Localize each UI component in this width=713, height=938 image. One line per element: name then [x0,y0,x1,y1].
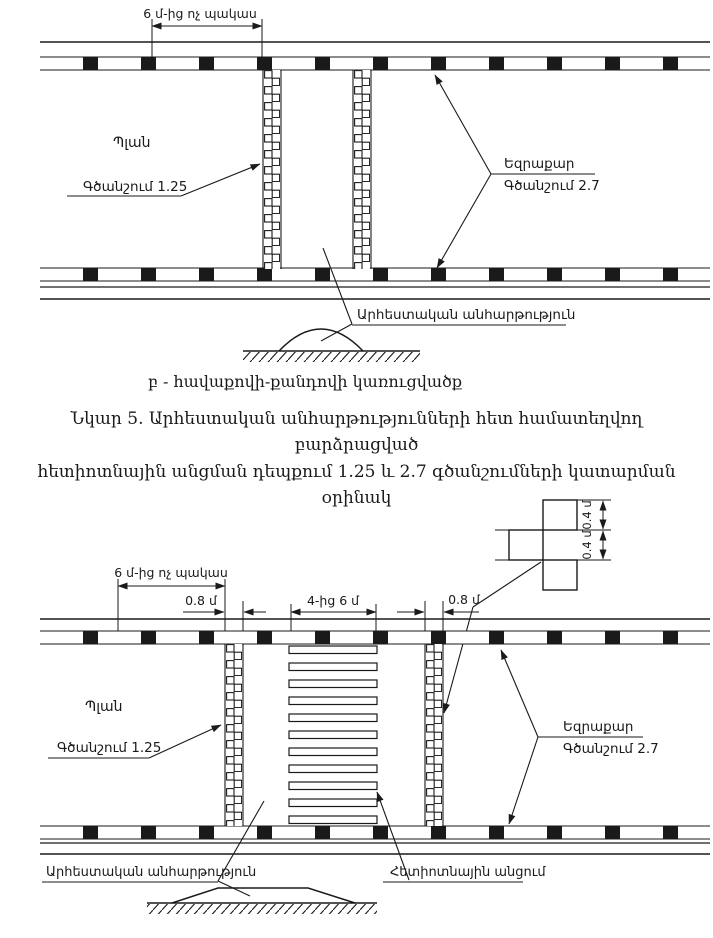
plan-label: Պլան [113,135,151,151]
road-upper-edge [40,42,710,70]
dimension-4-6m-label: 4-ից 6 մ [306,593,360,608]
marking-1-25-strip-left [225,644,243,826]
bump-profile [147,888,377,914]
marking-2-7-label: Գծանշում 2.7 [504,178,600,194]
dimension-6m-label: 6 մ-ից ոչ պակաս [114,565,228,580]
dimension-08-right [397,592,481,612]
bump-trapezoid [172,888,355,903]
road-upper-edge [40,619,710,644]
curb-label: Եզրաքար [504,156,575,172]
marking-1-25-label: Գծանշում 1.25 [83,179,188,195]
marking-1-25-label: Գծանշում 1.25 [57,740,162,756]
subfigure-caption: բ - հավաքովի-քանդովի կառուցվածք [147,372,462,391]
artificial-bump-label: Արհեստական անհարթություն [46,865,257,880]
curb-callout [501,650,659,824]
bump-arc [279,329,363,351]
marking-1-25-strip-right [425,644,443,826]
figure-caption-line2: հետիոտնային անցման դեպքում 1.25 և 2.7 գծանշումների կատարման օրինակ [37,461,676,509]
road-lower-edge [40,826,710,854]
dimension-6m-label: 6 մ-ից ոչ պակաս [143,6,257,21]
curb-callout [435,75,600,268]
pedestrian-crossing-bars [289,646,377,824]
plan-label: Պլան [85,699,123,715]
artificial-bump-label: Արհեստական անհարթություն [357,307,576,323]
diagram-top-plan [0,0,713,400]
marking-1-25-callout [48,725,221,758]
marking-1-25-strip-left [263,70,281,269]
road-lower-edge [40,268,710,299]
bump-profile [243,329,420,362]
detail-dim-04-bottom: 0.4 մ [580,530,594,560]
pedestrian-crossing-label: Հետիոտնային անցում [390,865,546,880]
detail-dim-04-top: 0.4 մ [580,500,594,530]
marking-1-25-callout [67,164,260,196]
dimension-08-left-label: 0.8 մ [185,593,217,608]
figure-caption-line1: Նկար 5. Արհեստական անհարթությունների հետ համատեղվող բարձրացված [70,409,643,456]
dimension-08-right-label: 0.8 մ [448,592,480,607]
marking-2-7-label: Գծանշում 2.7 [563,741,659,757]
diagram-bottom-plan [0,460,713,938]
marking-1-25-strip-right [353,70,371,269]
curb-label: Եզրաքար [563,719,634,735]
